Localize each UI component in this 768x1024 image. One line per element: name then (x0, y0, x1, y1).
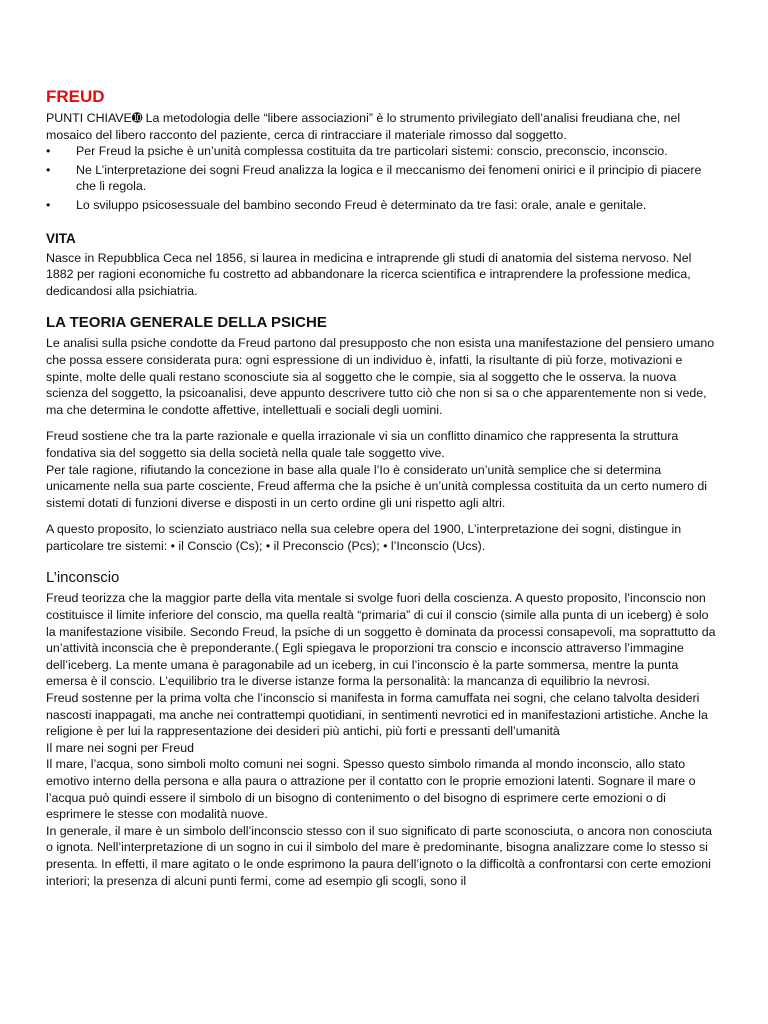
section-heading-inconscio: L’inconscio (46, 569, 120, 587)
subheading-mare: Il mare nei sogni per Freud (46, 740, 195, 755)
list-item (46, 197, 720, 214)
teoria-paragraph-4: A questo proposito, lo scienziato austriaco nella sua celebre opera del 1900, L’interpretazione dei sogni, distingue in particolare tre sistemi: • il Conscio (Cs); • il Preconscio (Pcs); • l’Inconscio (Ucs). (46, 522, 682, 553)
list-item-text: Ne L’interpretazione dei sogni Freud analizza la logica e il meccanismo dei fenomeni onirici e il principio di piacere che li regola. (76, 162, 702, 194)
teoria-paragraph-2: Freud sostiene che tra la parte razionale e quella irrazionale vi sia un conflitto dinamico che rappresenta la struttura fondativa sia del soggetto sia della società nella quale tale soggetto vive. (46, 429, 679, 460)
bullet-icon: • (46, 197, 51, 212)
section-heading-teoria: LA TEORIA GENERALE DELLA PSICHE (46, 314, 327, 332)
teoria-paragraph-3: Per tale ragione, rifiutando la concezione in base alla quale l’Io è considerato un’unità semplice che si determina unicamente nella sua parte cosciente, Freud afferma che la psiche è un’unità complessa costituita da un certo numero di sistemi dotati di funzioni diverse e disposti in un certo ordine gli uni rispetto agli altri. (46, 462, 707, 510)
list-item-text: Per Freud la psiche è un’unità complessa costituita da tre particolari sistemi: conscio, preconscio, inconscio. (76, 144, 668, 159)
list-item-text: Lo sviluppo psicosessuale del bambino secondo Freud è determinato da tre fasi: orale, anale e genitale. (76, 197, 647, 212)
document-title: FREUD (46, 87, 105, 106)
inconscio-paragraph-3: Il mare, l’acqua, sono simboli molto comuni nei sogni. Spesso questo simbolo rimanda al mondo inconscio, allo stato emotivo interno della persona e alla paura o attrazione per il contatto con le proprie emozioni latenti. Sognare il mare o l’acqua può quindi essere il simbolo di un bisogno di contenimento o del bisogno di esprimere certe emozioni o di esprimere le stesse con modalità nuove. (46, 757, 696, 822)
inconscio-paragraph-2: Freud sostenne per la prima volta che l’inconscio si manifesta in forma camuffata nei sogni, che celano talvolta desideri nascosti inappagati, ma anche nei contrattempi quotidiani, in sentimenti nevrotici ed in manifestazioni artistiche. Anche la religione è per lui la rappresentazione dei desideri più antichi, più forti e pressanti dell’umanità (46, 691, 708, 739)
vita-paragraph: Nasce in Repubblica Ceca nel 1856, si laurea in medicina e intraprende gli studi di anatomia del sistema nervoso. Nel 1882 per ragioni economiche fu costretto ad abbandonare la ricerca scientifica e intraprendere la professione medica, dedicandosi alla psichiatria. (46, 250, 692, 298)
bullet-icon: • (46, 162, 51, 177)
list-item (46, 143, 720, 160)
list-item (46, 162, 720, 195)
inconscio-paragraph-1: Freud teorizza che la maggior parte della vita mentale si svolge fuori della coscienza. A questo proposito, l’inconscio non costituisce il limite inferiore del conscio, ma quella realtà “primaria” di cui il conscio (simile alla punta di un iceberg) è solo la manifestazione visibile. Secondo Freud, la psiche di un soggetto è dominata da processi consapevoli, ma soprattutto da un’attività inconscia che è preponderante.( Egli spiegava le proporzioni tra conscio e inconscio attraverso l’immagine dell’iceberg. La mente umana è paragonabile ad un iceberg, in cui l’inconscio è la parte sommersa, mentre la punta emersa è il conscio. L’equilibrio tra le diverse istanze forma la personalità: la mancanza di equilibrio la nevrosi. (46, 591, 716, 689)
teoria-paragraph-1: Le analisi sulla psiche condotte da Freud partono dal presupposto che non esista una manifestazione del pensiero umano che possa essere considerata pura: ogni espressione di un individuo è, infatti, la risultante di più forze, motivazioni e spinte, molte delle quali restano sconosciute sia al soggetto che le compie, sia al soggetto che le osserva. la nuova scienza del soggetto, la psicoanalisi, deve appunto descrivere tutto ciò che non si sa o che apparentemente non si vede, ma che determina le condotte affettive, intellettuali e sociali degli uomini. (46, 336, 715, 417)
section-heading-vita: VITA (46, 230, 76, 246)
bullet-icon: • (46, 144, 51, 159)
intro-paragraph: PUNTI CHIAVE➓ La metodologia delle “libere associazioni” è lo strumento privilegiato dell’analisi freudiana che, nel mosaico del libero racconto del paziente, cerca di rintracciare il materiale rimosso dal soggetto. (46, 111, 681, 142)
inconscio-paragraph-4: In generale, il mare è un simbolo dell’inconscio stesso con il suo significato di parte sconosciuta, o ancora non conosciuta o ignota. Nell’interpretazione di un sogno in cui il simbolo del mare è predominante, bisogna analizzare come lo stesso si presenta. In effetti, il mare agitato o le onde esprimono la paura dell’ignoto o la difficoltà a confrontarsi con certe emozioni interiori; la presenza di alcuni punti fermi, come ad esempio gli scogli, sono il (46, 823, 713, 888)
key-points-list (46, 143, 720, 213)
